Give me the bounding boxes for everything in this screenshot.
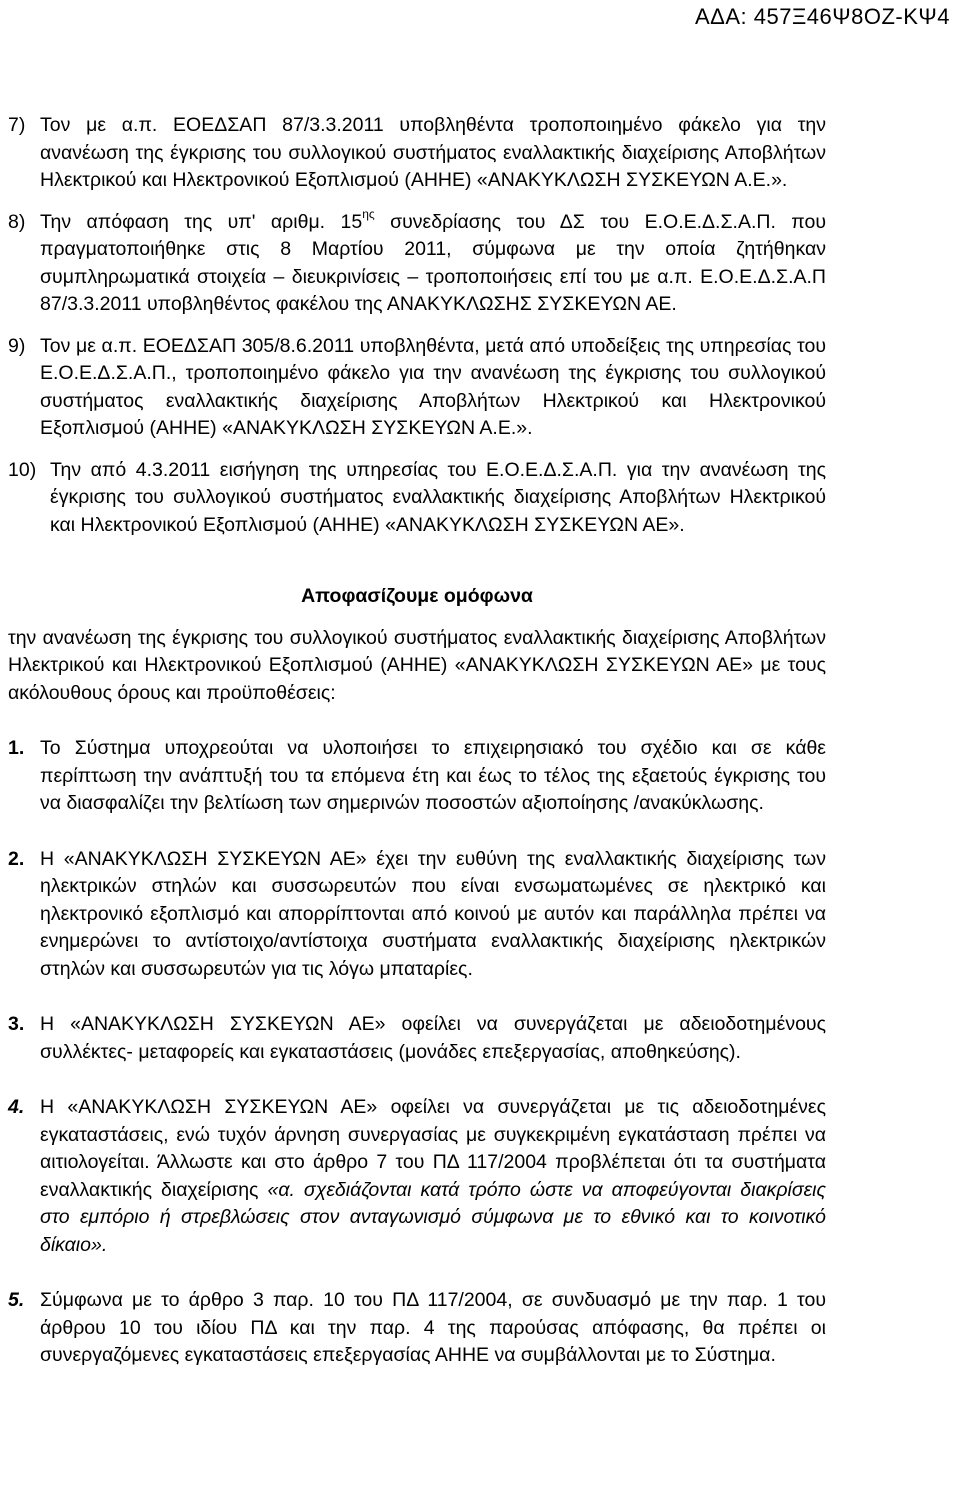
- term-text: Σύμφωνα με το άρθρο 3 παρ. 10 του ΠΔ 117/2004, σε συνδυασμό με την παρ. 1 του άρθρου 10 του ιδίου ΠΔ και την παρ. 4 της παρούσας απόφασης, θα πρέπει οι συνεργαζόμενες εγκαταστάσεις επεξεργασίας ΑΗΗΕ να συμβάλλονται με το Σύστημα.: [40, 1289, 826, 1366]
- list-item-7: [8, 112, 826, 195]
- term-text: Το Σύστημα υποχρεούται να υλοποιήσει το επιχειρησιακό του σχέδιο και σε κάθε περίπτωση την ανάπτυξή του τα επόμενα έτη και έως το τέλος της εξαετούς έγκρισης του να διασφαλίζει την βελτίωση των σημερινών ποσοστών αξιοποίησης /ανακύκλωσης.: [40, 737, 826, 814]
- term-2: [8, 846, 826, 984]
- term-4: [8, 1094, 826, 1259]
- term-text: [40, 1094, 826, 1259]
- item-number: 7): [8, 114, 26, 136]
- term-number: 3.: [8, 1013, 25, 1035]
- term-number: 2.: [8, 847, 25, 870]
- term-1: [8, 735, 826, 818]
- term-text-part: Η «ΑΝΑΚΥΚΛΩΣΗ ΣΥΣΚΕΥΩΝ ΑΕ» οφείλει να συνεργάζεται με τις αδειοδοτημένες εγκαταστάσεις, ενώ τυχόν άρνηση συνεργασίας με συγκεκριμένη εγκατάσταση πρέπει να αιτιολογείται. Άλλωστε και στο άρθρο 7 του ΠΔ 117/2004 προβλέπεται ότι τα συστήματα εναλλακτικής διαχείρισης: [40, 1096, 826, 1201]
- document-body: [8, 112, 826, 1370]
- item-text: Τον με α.π. ΕΟΕΔΣΑΠ 87/3.3.2011 υποβληθέντα τροποποιημένο φάκελο για την ανανέωση της έγκρισης του συλλογικού συστήματος εναλλακτικής διαχείρισης Αποβλήτων Ηλεκτρικού και Ηλεκτρονικού Εξοπλισμού (ΑΗΗΕ) «ΑΝΑΚΥΚΛΩΣΗ ΣΥΣΚΕΥΩΝ Α.Ε.».: [40, 114, 826, 191]
- item-text-part: Την απόφαση της υπ' αριθμ. 15: [40, 210, 363, 233]
- item-text-part: συνεδρίασης του ΔΣ του Ε.Ο.Ε.Δ.Σ.Α.Π. που πραγματοποιήθηκε στις 8 Μαρτίου 2011, σύμφωνα με την οποία ζητήθηκαν συμπληρωματικά στοιχεία – διευκρινίσεις – τροποποιήσεις επί του με α.π. Ε.Ο.Ε.Δ.Σ.Α.Π 87/3.3.2011 υποβληθέντος φακέλου της ΑΝΑΚΥΚΛΩΣΗΣ ΣΥΣΚΕΥΩΝ ΑΕ.: [40, 210, 826, 315]
- item-text: Τον με α.π. ΕΟΕΔΣΑΠ 305/8.6.2011 υποβληθέντα, μετά από υποδείξεις της υπηρεσίας του Ε.Ο.Ε.Δ.Σ.Α.Π., τροποποιημένο φάκελο για την ανανέωση της έγκρισης του συλλογικού συστήματος εναλλακτικής διαχείρισης Αποβλήτων Ηλεκτρικού και Ηλεκτρονικού Εξοπλισμού (ΑΗΗΕ) «ΑΝΑΚΥΚΛΩΣΗ ΣΥΣΚΕΥΩΝ Α.Ε.».: [40, 334, 826, 439]
- list-item-9: [8, 333, 826, 443]
- term-3: [8, 1011, 826, 1066]
- superscript: ης: [362, 207, 375, 221]
- list-item-8: [8, 209, 826, 319]
- item-number: 8): [8, 210, 26, 233]
- decision-heading: Αποφασίζουμε ομόφωνα: [301, 585, 533, 607]
- item-text: [40, 209, 826, 319]
- list-item-10: [8, 457, 826, 540]
- item-number: 10): [8, 458, 37, 481]
- term-text: Η «ΑΝΑΚΥΚΛΩΣΗ ΣΥΣΚΕΥΩΝ ΑΕ» οφείλει να συνεργάζεται με αδειοδοτημένους συλλέκτες- μεταφορείς και εγκαταστάσεις (μονάδες επεξεργασίας, αποθηκεύσης).: [40, 1013, 826, 1063]
- term-number: 4.: [8, 1096, 25, 1118]
- item-number: 9): [8, 334, 26, 357]
- term-5: [8, 1287, 826, 1370]
- item-text: Την από 4.3.2011 εισήγηση της υπηρεσίας του Ε.Ο.Ε.Δ.Σ.Α.Π. για την ανανέωση της έγκρισης του συλλογικού συστήματος εναλλακτικής διαχείρισης Αποβλήτων Ηλεκτρικού και Ηλεκτρονικού Εξοπλισμού (ΑΗΗΕ) «ΑΝΑΚΥΚΛΩΣΗ ΣΥΣΚΕΥΩΝ ΑΕ».: [50, 458, 826, 536]
- ada-code: ΑΔΑ: 457Ξ46Ψ8ΟΖ-ΚΨ4: [694, 4, 950, 29]
- quoted-law-text: «α. σχεδιάζονται κατά τρόπο ώστε να αποφεύγονται διακρίσεις στο εμπόριο ή στρεβλώσεις στον ανταγωνισμό σύμφωνα με το εθνικό και το κοινοτικό δίκαιο».: [40, 1178, 826, 1256]
- term-number: 1.: [8, 737, 25, 759]
- term-text: Η «ΑΝΑΚΥΚΛΩΣΗ ΣΥΣΚΕΥΩΝ ΑΕ» έχει την ευθύνη της εναλλακτικής διαχείρισης των ηλεκτρικών στηλών και συσσωρευτών που είναι ενσωματωμένες σε ηλεκτρικό και ηλεκτρονικό εξοπλισμό και απορρίπτονται από κοινού με αυτόν και παράλληλα πρέπει να ενημερώνει το αντίστοιχο/αντίστοιχα συστήματα εναλλακτικής διαχείρισης ηλεκτρικών στηλών και συσσωρευτών για τις λόγω μπαταρίες.: [40, 847, 826, 980]
- term-number: 5.: [8, 1289, 25, 1311]
- decision-intro: την ανανέωση της έγκρισης του συλλογικού συστήματος εναλλακτικής διαχείρισης Αποβλήτων Ηλεκτρικού και Ηλεκτρονικού Εξοπλισμού (ΑΗΗΕ) «ΑΝΑΚΥΚΛΩΣΗ ΣΥΣΚΕΥΩΝ ΑΕ» με τους ακόλουθους όρους και προϋποθέσεις:: [8, 626, 826, 704]
